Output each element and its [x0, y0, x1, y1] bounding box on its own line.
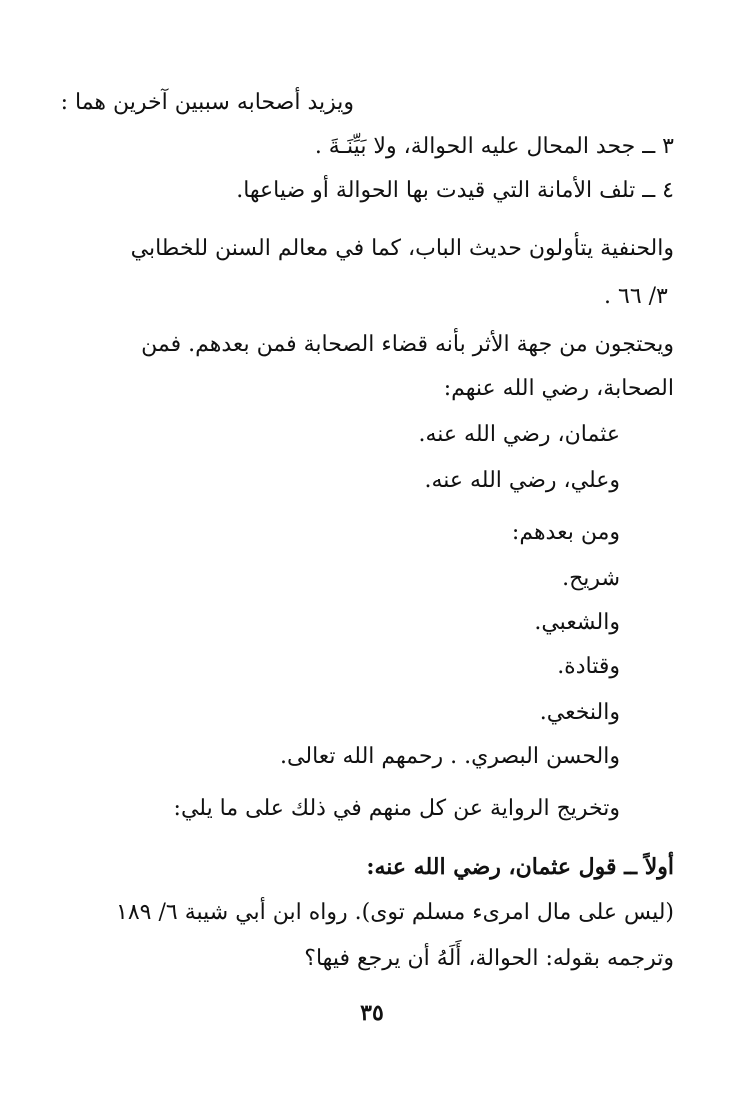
text-line-18: (ليس على مال امرىء مسلم توى). رواه ابن أبي شيبة ٦/ ١٨٩: [116, 900, 674, 925]
text-line-11: شريح.: [562, 566, 620, 591]
section-heading: أولاً ــ قول عثمان، رضي الله عنه:: [366, 854, 674, 880]
text-line-5: ٣/ ٦٦ .: [604, 284, 668, 309]
text-line-7: الصحابة، رضي الله عنهم:: [443, 376, 674, 401]
text-line-19: وترجمه بقوله: الحوالة، أَلَهُ أن يرجع فيها؟: [304, 946, 674, 971]
text-line-12: والشعبي.: [534, 610, 620, 635]
text-line-9: وعلي، رضي الله عنه.: [424, 468, 620, 493]
text-line-10: ومن بعدهم:: [511, 520, 620, 545]
text-line-15: والحسن البصري. . رحمهم الله تعالى.: [280, 744, 620, 769]
text-line-3: ٤ ــ تلف الأمانة التي قيدت بها الحوالة أو ضياعها.: [236, 178, 674, 203]
text-line-14: والنخعي.: [539, 700, 620, 725]
text-line-16: وتخريج الرواية عن كل منهم في ذلك على ما يلي:: [173, 796, 620, 821]
text-line-1: ويزيد أصحابه سببين آخرين هما :: [60, 90, 354, 115]
text-line-13: وقتادة.: [557, 654, 620, 679]
text-line-6: ويحتجون من جهة الأثر بأنه قضاء الصحابة فمن بعدهم. فمن: [141, 332, 674, 357]
text-line-8: عثمان، رضي الله عنه.: [418, 422, 620, 447]
text-line-2: ٣ ــ جحد المحال عليه الحوالة، ولا بَيِّنَـةَ .: [314, 134, 674, 159]
page-number: ٣٥: [360, 1000, 384, 1026]
text-line-4: والحنفية يتأولون حديث الباب، كما في معالم السنن للخطابي: [130, 236, 674, 261]
